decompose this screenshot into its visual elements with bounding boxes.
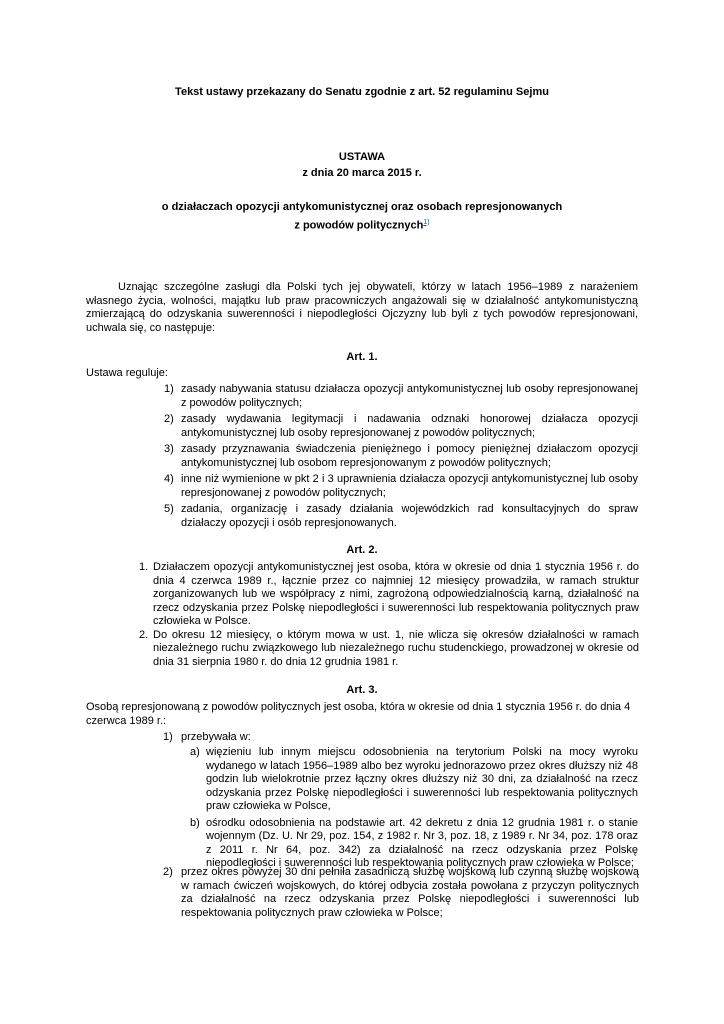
art3-heading: Art. 3. xyxy=(346,684,378,696)
item-number: 2. xyxy=(139,628,149,641)
act-date: z dnia 20 marca 2015 r. xyxy=(302,167,422,179)
list-item xyxy=(164,503,638,530)
item-text: więzieniu lub innym miejscu odosobnienia na terytorium Polski na mocy wyroku wydanego w latach 1956–1989 albo bez wyroku jednorazowo przez okres dłuższy niż 48 godzin lub wielokrotnie przez łączny okres dłuższy niż 30 dni, za działalność na rzecz odzyskania przez Polskę niepodległości i suwerenności lub respektowania politycznych praw człowieka w Polsce, xyxy=(206,746,638,812)
item-text: zasady przyznawania świadczenia pieniężnego i pomocy pieniężnej działaczom opozycji antykomunistycznej lub osobom represjonowanym z powodów politycznych; xyxy=(181,443,638,469)
item-letter: b) xyxy=(190,816,200,829)
item-text: przez okres powyżej 30 dni pełniła zasadniczą służbę wojskową lub czynną służbę wojskową w ramach ćwiczeń wojskowych, do której odbycia została powołana z przyczyn politycznych za działalność na rzecz odzyskania przez Polskę niepodległości i suwerenności lub respektowania politycznych praw człowieka w Polsce; xyxy=(181,866,639,919)
item-number: 3) xyxy=(164,443,174,455)
item-text: Do okresu 12 miesięcy, o którym mowa w ust. 1, nie wlicza się okresów działalności w ramach niezależnego ruchu związkowego lub niezależnego ruchu studenckiego, prowadzonej w okresie od dnia 31 sierpnia 1980 r. do dnia 12 grudnia 1981 r. xyxy=(153,628,639,668)
item-text: przebywała w: xyxy=(181,731,251,743)
art2-list xyxy=(139,561,639,669)
item-text: Działaczem opozycji antykomunistycznej jest osoba, która w okresie od dnia 1 stycznia 1956 r. do dnia 4 czerwca 1989 r., łącznie przez co najmniej 12 miesięcy prowadziła, w ramach struktur zorganizowanych lub we współpracy z nimi, zagrożoną odpowiedzialnością karną, działalność na rzecz odzyskania przez Polskę niepodległości i suwerenności lub respektowania politycznych praw człowieka w Polsce. xyxy=(153,561,639,627)
list-item xyxy=(190,817,638,871)
list-item xyxy=(163,731,639,745)
art3-item2 xyxy=(163,866,639,920)
footnote-link[interactable]: 1) xyxy=(423,218,430,226)
list-item xyxy=(164,443,638,470)
art1-heading: Art. 1. xyxy=(346,351,378,363)
act-subject-line2-text: z powodów politycznych xyxy=(294,219,424,232)
list-item xyxy=(164,383,638,410)
list-item xyxy=(164,473,638,500)
list-item xyxy=(163,866,639,920)
list-item xyxy=(139,561,639,629)
item-number: 1. xyxy=(139,561,149,573)
item-number: 1) xyxy=(163,731,173,743)
item-number: 5) xyxy=(164,503,174,515)
art1-lead: Ustawa reguluje: xyxy=(86,367,168,379)
art1-list xyxy=(164,383,638,533)
item-text: zasady wydawania legitymacji i nadawania odznaki honorowej działacza opozycji antykomunistycznej lub osoby represjonowanej z powodów politycznych; xyxy=(181,413,638,439)
list-item xyxy=(139,629,639,670)
item-text: ośrodku odosobnienia na podstawie art. 42 dekretu z dnia 12 grudnia 1981 r. o stanie wojennym (Dz. U. Nr 29, poz. 154, z 1982 r. Nr 3, poz. 18, z 1989 r. Nr 34, poz. 178 oraz z 2011 r. Nr 64, poz. 342) za działalność na rzecz odzyskania przez Polskę niepodległości i suwerenności lub respektowania politycznych praw człowieka w Polsce; xyxy=(206,816,638,869)
list-item xyxy=(190,746,638,814)
act-title: USTAWA xyxy=(338,151,386,163)
art3-item1 xyxy=(163,731,639,745)
act-subject-line1: o działaczach opozycji antykomunistycznej oraz osobach represjonowanych xyxy=(161,201,563,213)
item-text: inne niż wymienione w pkt 2 i 3 uprawnienia działacza opozycji antykomunistycznej lub osoby represjonowanej z powodów politycznych; xyxy=(181,473,638,499)
preamble-text: Uznając szczególne zasługi dla Polski tych jej obywateli, którzy w latach 1956–1989 z narażeniem własnego życia, wolności, majątku lub praw pracowniczych angażowali się w działalność antykomunistyczną zmierzającą do odzyskania suwerenności i niepodległości Ojczyzny lub byli z tych powodów represjonowani, uchwala się, co następuje: xyxy=(86,281,638,334)
item-number: 2) xyxy=(164,413,174,425)
art3-lead: Osobą represjonowaną z powodów politycznych jest osoba, która w okresie od dnia 1 stycznia 1956 r. do dnia 4 czerwca 1989 r.: xyxy=(86,701,631,727)
preamble xyxy=(86,281,638,335)
art3-letter-list xyxy=(190,746,638,874)
act-subject xyxy=(0,201,724,233)
list-item xyxy=(164,413,638,440)
item-number: 4) xyxy=(164,473,174,485)
art2-heading: Art. 2. xyxy=(346,544,378,556)
item-text: zasady nabywania statusu działacza opozycji antykomunistycznej lub osoby represjonowanej z powodów politycznych; xyxy=(181,383,638,409)
item-number: 1) xyxy=(164,383,174,395)
act-subject-line2 xyxy=(0,215,724,233)
document-header: Tekst ustawy przekazany do Senatu zgodnie z art. 52 regulaminu Sejmu xyxy=(175,86,549,98)
item-letter: a) xyxy=(190,746,200,758)
item-text: zadania, organizację i zasady działania wojewódzkich rad konsultacyjnych do spraw działaczy opozycji i osób represjonowanych. xyxy=(181,503,638,529)
item-number: 2) xyxy=(163,866,173,878)
